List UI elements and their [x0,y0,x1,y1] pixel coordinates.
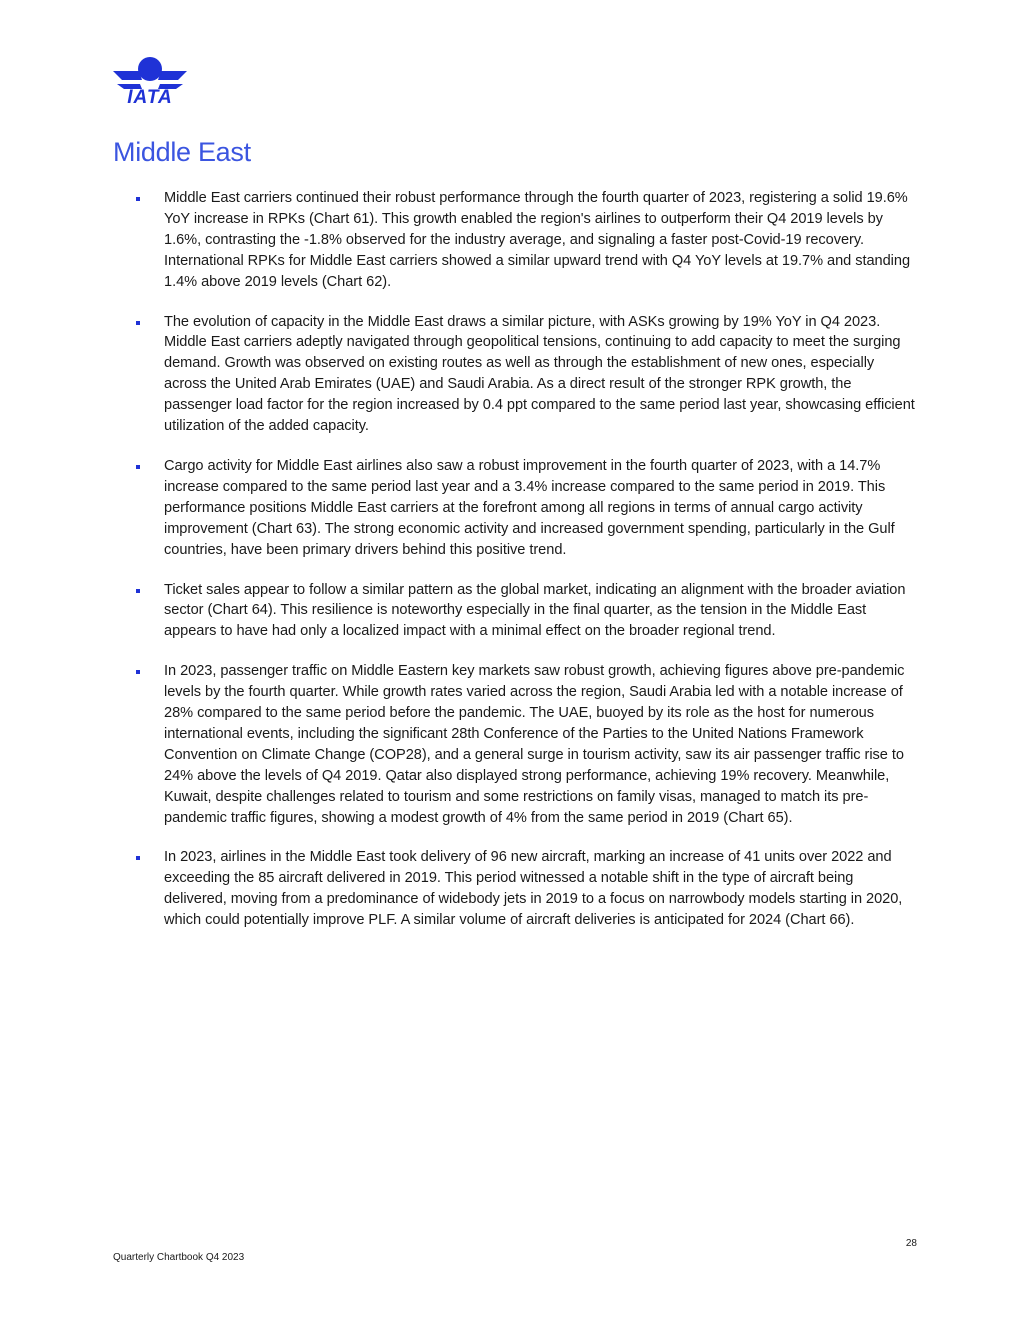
bullet-list [133,188,919,950]
iata-globe-wings-logo-icon [113,56,187,106]
page-number: 28 [905,1238,917,1249]
bullet-text: In 2023, passenger traffic on Middle Eastern key markets saw robust growth, achieving figures above pre-pandemic levels by the fourth quarter. While growth rates varied across the region, Saudi Arabia led with a notable increase of 28% compared to the same period before the pandemic. The UAE, buoyed by its role as the host for numerous international events, including the significant 28th Conference of the Parties to the United Nations Framework Convention on Climate Change (COP28), and a general surge in tourism activity, saw its air passenger traffic rise to 24% above the levels of Q4 2019. Qatar also displayed strong performance, achieving 19% recovery. Meanwhile, Kuwait, despite challenges related to tourism and some restrictions on family visas, managed to match its pre-pandemic traffic figures, showing a modest growth of 4% from the same period in 2019 (Chart 65). [164,663,905,826]
footer-document-title: Quarterly Chartbook Q4 2023 [113,1252,245,1263]
list-item [133,312,919,437]
bullet-text: Middle East carriers continued their robust performance through the fourth quarter of 2023, registering a solid 19.6% YoY increase in RPKs (Chart 61). This growth enabled the region's airlines to outperform their Q4 2019 levels by 1.6%, contrasting the -1.8% observed for the industry average, and signaling a faster post-Covid-19 recovery. International RPKs for Middle East carriers showed a similar upward trend with Q4 YoY levels at 19.7% and standing 1.4% above 2019 levels (Chart 62). [164,190,911,290]
svg-text:IATA: IATA [127,87,173,106]
square-bullet-icon [136,589,140,593]
list-item [133,661,919,828]
list-item [133,456,919,561]
bullet-text: Ticket sales appear to follow a similar pattern as the global market, indicating an alignment with the broader aviation sector (Chart 64). This resilience is noteworthy especially in the final quarter, as the tension in the Middle East appears to have had only a localized impact with a minimal effect on the broader regional trend. [164,581,906,640]
bullet-text: Cargo activity for Middle East airlines also saw a robust improvement in the fourth quarter of 2023, with a 14.7% increase compared to the same period last year and a 3.4% increase compared to the same period in 2019. This performance positions Middle East carriers at the forefront among all regions in terms of annual cargo activity improvement (Chart 63). The strong economic activity and increased government spending, particularly in the Gulf countries, have been primary drivers behind this positive trend. [164,457,895,558]
page-title: Middle East [113,137,251,167]
list-item [133,188,919,293]
bullet-text: In 2023, airlines in the Middle East took delivery of 96 new aircraft, marking an increase of 41 units over 2022 and exceeding the 85 aircraft delivered in 2019. This period witnessed a notable shift in the type of aircraft being delivered, moving from a predominance of widebody jets in 2019 to a focus on narrowbody models starting in 2020, which could potentially improve PLF. A similar volume of aircraft deliveries is anticipated for 2024 (Chart 66). [164,849,903,929]
square-bullet-icon [136,670,140,674]
list-item [133,847,919,931]
square-bullet-icon [136,856,140,860]
list-item [133,580,919,643]
bullet-text: The evolution of capacity in the Middle East draws a similar picture, with ASKs growing by 19% YoY in Q4 2023. Middle East carriers adeptly navigated through geopolitical tensions, continuing to add capacity to meet the surging demand. Growth was observed on existing routes as well as through the establishment of new ones, especially across the United Arab Emirates (UAE) and Saudi Arabia. As a direct result of the stronger RPK growth, the passenger load factor for the region increased by 0.4 ppt compared to the same period last year, showcasing efficient utilization of the added capacity. [164,313,915,435]
square-bullet-icon [136,465,140,469]
square-bullet-icon [136,197,140,201]
square-bullet-icon [136,321,140,325]
iata-logo [113,56,187,106]
